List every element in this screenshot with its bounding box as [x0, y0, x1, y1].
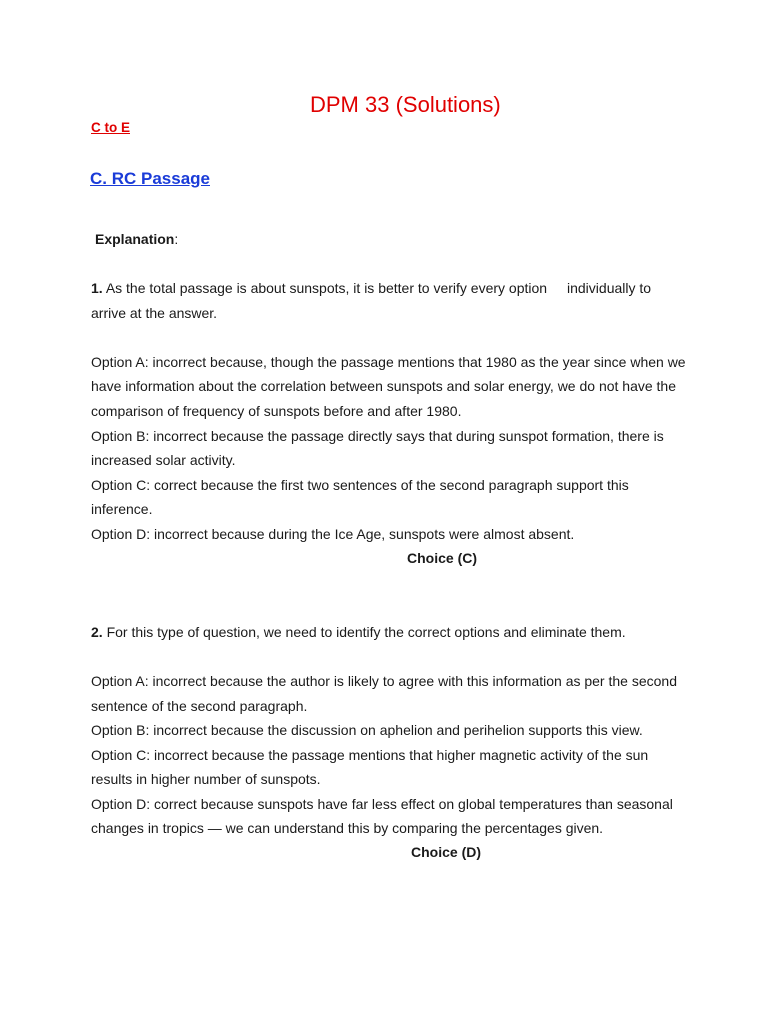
- q1-line: comparison of frequency of sunspots before and after 1980.: [91, 403, 462, 419]
- page-title: DPM 33 (Solutions): [310, 92, 501, 117]
- q2-number: 2.: [91, 624, 103, 640]
- q2-line: Option B: incorrect because the discussion on aphelion and perihelion supports this view.: [91, 722, 643, 738]
- range-label: C to E: [91, 120, 130, 135]
- q2-line: Option D: correct because sunspots have far less effect on global temperatures than seasonal: [91, 796, 673, 812]
- section-heading: C. RC Passage: [90, 169, 210, 188]
- explanation-colon: :: [174, 231, 179, 247]
- q2-line: Option C: incorrect because the passage mentions that higher magnetic activity of the sun: [91, 747, 649, 763]
- q1-intro: [91, 279, 547, 297]
- q1-intro-part2: individually to: [567, 280, 652, 296]
- q2-line: results in higher number of sunspots.: [91, 771, 321, 787]
- q1-intro-line2: arrive at the answer.: [91, 305, 218, 321]
- q1-line: Option A: incorrect because, though the passage mentions that 1980 as the year since when we: [91, 354, 686, 370]
- q1-line: Option C: correct because the first two sentences of the second paragraph support this: [91, 477, 629, 493]
- q1-number: 1.: [91, 280, 103, 296]
- q2-choice: Choice (D): [411, 844, 481, 860]
- q1-line: increased solar activity.: [91, 452, 236, 468]
- explanation-label-text: Explanation: [95, 231, 175, 247]
- explanation-label: [95, 231, 178, 247]
- q1-line: Option D: incorrect because during the Ice Age, sunspots were almost absent.: [91, 526, 575, 542]
- q2-line: changes in tropics — we can understand this by comparing the percentages given.: [91, 820, 604, 836]
- q1-line: have information about the correlation between sunspots and solar energy, we do not have the: [91, 378, 677, 394]
- q2-line: Option A: incorrect because the author is likely to agree with this information as per the second: [91, 673, 677, 689]
- q2-intro-text: For this type of question, we need to identify the correct options and eliminate them.: [106, 624, 626, 640]
- q1-line: Option B: incorrect because the passage directly says that during sunspot formation, there is: [91, 428, 664, 444]
- q1-line: inference.: [91, 501, 153, 517]
- q1-choice: Choice (C): [407, 550, 477, 566]
- q2-intro: [91, 623, 626, 641]
- q1-intro-part1: As the total passage is about sunspots, it is better to verify every option: [105, 280, 548, 296]
- q2-line: sentence of the second paragraph.: [91, 698, 308, 714]
